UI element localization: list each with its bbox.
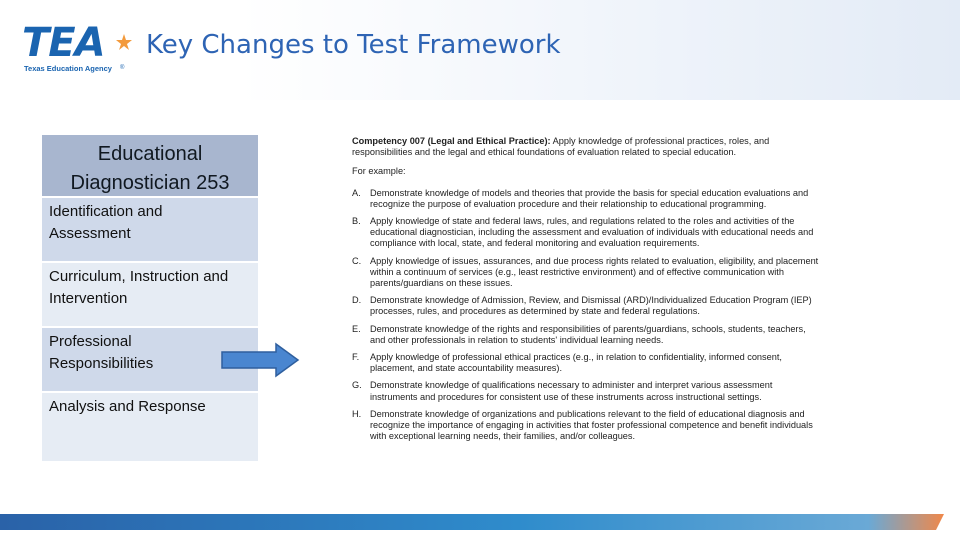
panel-row-line1: Professional [49,333,132,350]
registered-mark: ® [120,65,125,71]
competency-heading [352,136,822,158]
item-letter: B. [352,216,361,227]
tea-logo [22,22,132,78]
domain-panel [40,133,260,463]
right-arrow-icon [220,342,300,378]
competency-item [352,409,822,443]
footer-bar [0,514,960,530]
panel-heading-line2: Diagnostician 253 [70,172,230,194]
star-icon [116,34,132,50]
panel-row-curriculum [40,263,260,328]
item-text: Demonstrate knowledge of models and theories that provide the basis for special education evaluations and recognize the purpose of evaluation procedure and their relationship to educational programming. [370,187,809,209]
panel-heading-line1: Educational [97,143,203,165]
item-letter: D. [352,295,362,306]
panel-row-line2: Assessment [49,225,131,242]
item-text: Demonstrate knowledge of organizations and publications relevant to the field of educational diagnosis and recognize the importance of engaging in activities that foster professional competence and benefit individuals with exceptional learning needs, their families, and/or colleagues. [370,408,813,442]
competency-item [352,188,822,210]
competency-statement: Apply knowledge of professional practices, roles, and responsibilities and the legal and ethical foundations of evaluation related to special education. [352,136,770,158]
item-letter: G. [352,380,362,391]
competency-label: Competency 007 (Legal and Ethical Practice): [352,136,551,146]
item-letter: C. [352,255,362,266]
item-text: Apply knowledge of state and federal laws, rules, and regulations related to the roles and activities of the educational diagnostician, including the assessment and evaluation of individuals with educational needs and compliance with local, state, and federal monitoring and evaluation requirements. [370,216,814,249]
item-text: Demonstrate knowledge of qualifications necessary to administer and interpret various assessment instruments and procedures for consistent use of these instruments across instructional settings. [370,380,773,402]
item-letter: F. [352,352,360,363]
logo-letters: TEA [22,20,105,66]
panel-row-line1: Analysis and Response [49,398,206,415]
panel-row-line2: Responsibilities [49,355,154,372]
for-example-label: For example: [352,166,406,177]
logo-subtitle: Texas Education Agency [24,64,112,73]
item-letter: A. [352,187,361,198]
panel-row-line1: Identification and [49,203,163,220]
slide-title: Key Changes to Test Framework [146,30,561,60]
item-letter: E. [352,323,361,334]
competency-item [352,352,822,374]
panel-row-line2: Intervention [49,290,128,307]
competency-items [352,188,822,443]
competency-item [352,295,822,317]
competency-item [352,324,822,346]
competency-item [352,216,822,250]
item-text: Demonstrate knowledge of the rights and responsibilities of parents/guardians, schools, students, teachers, and other professionals in relation to students' individual learning needs. [370,323,806,345]
item-text: Apply knowledge of issues, assurances, and due process rights related to evaluation, eligibility, and placement within a continuum of services (e.g., least restrictive environment) and of effective communication with parents/guardians on these issues. [370,255,819,289]
competency-item [352,380,822,402]
item-text: Apply knowledge of professional ethical practices (e.g., in relation to confidentiality, informed consent, placement, and state accountability measures). [370,352,782,374]
competency-text [352,136,822,448]
panel-heading [40,133,260,198]
panel-row-line1: Curriculum, Instruction and [49,268,229,285]
item-text: Demonstrate knowledge of Admission, Review, and Dismissal (ARD)/Individualized Education Program (IEP) processes, rules, and procedures as determined by state and federal regulations. [370,295,812,317]
panel-row-identification [40,198,260,263]
item-letter: H. [352,408,362,419]
competency-item [352,256,822,290]
panel-row-analysis [40,393,260,463]
